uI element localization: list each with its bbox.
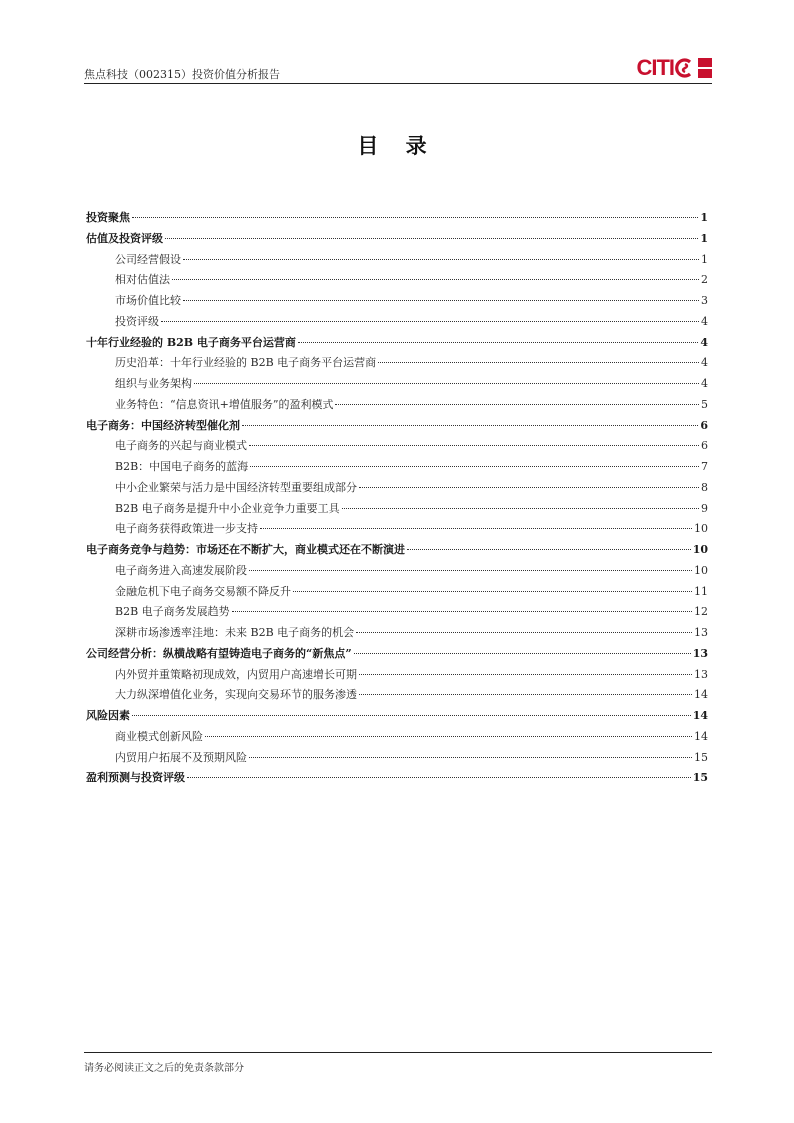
logo-seal-icon — [698, 58, 712, 78]
toc-dot-leader — [260, 528, 692, 529]
toc-page-number: 3 — [701, 294, 708, 307]
toc-dot-leader — [205, 736, 692, 737]
toc-page-number: 5 — [701, 397, 708, 411]
toc-subsection-entry[interactable] — [86, 478, 708, 499]
toc-subsection-entry[interactable] — [86, 623, 708, 644]
toc-entry-label: 风险因素 — [86, 709, 130, 722]
toc-section-entry[interactable] — [86, 208, 708, 229]
toc-subsection-entry[interactable] — [86, 353, 708, 374]
toc-subsection-entry[interactable] — [86, 250, 708, 271]
toc-dot-leader — [354, 653, 691, 654]
toc-dot-leader — [232, 611, 692, 612]
table-of-contents — [86, 208, 708, 789]
toc-entry-label: B2B：中国电子商务的蓝海 — [115, 460, 249, 473]
disclaimer-note: 请务必阅读正文之后的免责条款部分 — [84, 1063, 244, 1074]
toc-dot-leader — [172, 279, 699, 280]
toc-page-number: 6 — [701, 439, 708, 453]
logo-swirl-icon — [675, 58, 695, 78]
toc-dot-leader — [335, 404, 699, 405]
toc-subsection-entry[interactable] — [86, 312, 708, 333]
toc-entry-label: 商业模式创新风险 — [115, 729, 203, 743]
toc-subsection-entry[interactable] — [86, 748, 708, 769]
toc-subsection-entry[interactable] — [86, 395, 708, 416]
toc-subsection-entry[interactable] — [86, 499, 708, 520]
toc-entry-label: 业务特色：“信息资讯+增值服务”的盈利模式 — [115, 397, 334, 411]
toc-subsection-entry[interactable] — [86, 561, 708, 582]
toc-page-number: 13 — [692, 646, 708, 660]
toc-page-number: 1 — [700, 231, 708, 245]
toc-page-number: 14 — [694, 688, 708, 702]
toc-dot-leader — [378, 362, 699, 363]
toc-page-number: 7 — [701, 460, 708, 473]
toc-dot-leader — [183, 259, 699, 260]
footer-divider — [84, 1052, 712, 1053]
toc-subsection-entry[interactable] — [86, 665, 708, 686]
toc-page-number: 13 — [694, 626, 708, 639]
toc-page-number: 6 — [700, 418, 708, 432]
toc-subsection-entry[interactable] — [86, 582, 708, 603]
toc-entry-label: 大力纵深增值化业务，实现向交易环节的服务渗透 — [115, 688, 357, 702]
toc-subsection-entry[interactable] — [86, 457, 708, 478]
toc-page-number: 4 — [701, 356, 708, 370]
toc-page-number: 9 — [701, 501, 708, 515]
toc-section-entry[interactable] — [86, 416, 708, 437]
toc-dot-leader — [342, 508, 699, 509]
toc-dot-leader — [161, 321, 699, 322]
toc-entry-label: 市场价值比较 — [115, 294, 181, 307]
toc-dot-leader — [249, 570, 692, 571]
toc-page-number: 14 — [694, 729, 708, 743]
toc-entry-label: 投资评级 — [115, 314, 159, 328]
toc-section-entry[interactable] — [86, 333, 708, 354]
toc-entry-label: 内贸用户拓展不及预期风险 — [115, 750, 247, 764]
toc-section-entry[interactable] — [86, 229, 708, 250]
toc-entry-label: 电子商务：中国经济转型催化剂 — [86, 418, 240, 432]
citic-logo — [636, 56, 712, 80]
toc-dot-leader — [359, 674, 692, 675]
toc-dot-leader — [242, 425, 698, 426]
toc-subsection-entry[interactable] — [86, 727, 708, 748]
toc-page-number: 8 — [701, 480, 708, 494]
toc-page-number: 14 — [692, 709, 708, 722]
toc-dot-leader — [359, 487, 699, 488]
report-title: 焦点科技（002315）投资价值分析报告 — [84, 68, 280, 81]
toc-subsection-entry[interactable] — [86, 519, 708, 540]
toc-entry-label: 电子商务进入高速发展阶段 — [115, 563, 247, 577]
logo-wordmark: CITI — [636, 55, 674, 80]
toc-section-entry[interactable] — [86, 540, 708, 561]
toc-dot-leader — [249, 445, 699, 446]
toc-subsection-entry[interactable] — [86, 436, 708, 457]
toc-entry-label: B2B 电子商务发展趋势 — [115, 605, 230, 619]
toc-dot-leader — [359, 694, 692, 695]
toc-entry-label: 盈利预测与投资评级 — [86, 771, 185, 785]
toc-subsection-entry[interactable] — [86, 602, 708, 623]
toc-page-number: 15 — [694, 750, 708, 764]
toc-dot-leader — [407, 549, 691, 550]
toc-page-number: 2 — [701, 273, 708, 287]
toc-page-number: 4 — [700, 335, 708, 349]
toc-entry-label: 公司经营分析：纵横战略有望铸造电子商务的“新焦点” — [86, 646, 352, 660]
toc-section-entry[interactable] — [86, 768, 708, 789]
header-divider — [84, 83, 712, 84]
toc-page-number: 15 — [692, 771, 708, 785]
toc-entry-label: 相对估值法 — [115, 273, 170, 287]
toc-subsection-entry[interactable] — [86, 291, 708, 312]
toc-entry-label: 电子商务获得政策进一步支持 — [115, 522, 258, 536]
toc-entry-label: 十年行业经验的 B2B 电子商务平台运营商 — [86, 335, 296, 349]
toc-page-number: 4 — [701, 377, 708, 390]
toc-page-number: 12 — [694, 605, 708, 619]
toc-entry-label: 内外贸并重策略初现成效，内贸用户高速增长可期 — [115, 667, 357, 681]
toc-page-number: 1 — [701, 252, 708, 266]
toc-dot-leader — [132, 715, 691, 716]
toc-entry-label: 投资聚焦 — [86, 211, 130, 224]
toc-dot-leader — [194, 383, 699, 384]
toc-entry-label: 金融危机下电子商务交易额不降反升 — [115, 584, 291, 598]
toc-subsection-entry[interactable] — [86, 685, 708, 706]
toc-entry-label: B2B 电子商务是提升中小企业竞争力重要工具 — [115, 501, 340, 515]
toc-dot-leader — [298, 342, 698, 343]
toc-entry-label: 中小企业繁荣与活力是中国经济转型重要组成部分 — [115, 480, 357, 494]
toc-subsection-entry[interactable] — [86, 374, 708, 395]
toc-page-number: 10 — [692, 543, 708, 556]
toc-entry-label: 电子商务竞争与趋势：市场还在不断扩大，商业模式还在不断演进 — [86, 543, 405, 556]
page-header — [84, 52, 712, 82]
toc-page-number: 1 — [700, 211, 708, 224]
toc-dot-leader — [293, 591, 692, 592]
toc-entry-label: 组织与业务架构 — [115, 377, 192, 390]
toc-dot-leader — [132, 217, 698, 218]
toc-entry-label: 深耕市场渗透率洼地：未来 B2B 电子商务的机会 — [115, 626, 355, 639]
toc-dot-leader — [183, 300, 699, 301]
toc-page-number: 13 — [694, 667, 708, 681]
toc-entry-label: 公司经营假设 — [115, 252, 181, 266]
toc-entry-label: 电子商务的兴起与商业模式 — [115, 439, 247, 453]
toc-page-number: 11 — [694, 584, 708, 598]
page-title: 目 录 — [357, 133, 437, 158]
toc-entry-label: 历史沿革：十年行业经验的 B2B 电子商务平台运营商 — [115, 356, 377, 370]
toc-page-number: 10 — [694, 522, 708, 536]
toc-page-number: 4 — [701, 314, 708, 328]
toc-section-entry[interactable] — [86, 706, 708, 727]
toc-dot-leader — [356, 632, 692, 633]
toc-dot-leader — [250, 466, 699, 467]
page-footer — [84, 1052, 712, 1074]
toc-subsection-entry[interactable] — [86, 270, 708, 291]
toc-dot-leader — [249, 757, 692, 758]
toc-dot-leader — [187, 777, 691, 778]
toc-dot-leader — [165, 238, 698, 239]
toc-page-number: 10 — [694, 563, 708, 577]
toc-section-entry[interactable] — [86, 644, 708, 665]
toc-entry-label: 估值及投资评级 — [86, 231, 163, 245]
